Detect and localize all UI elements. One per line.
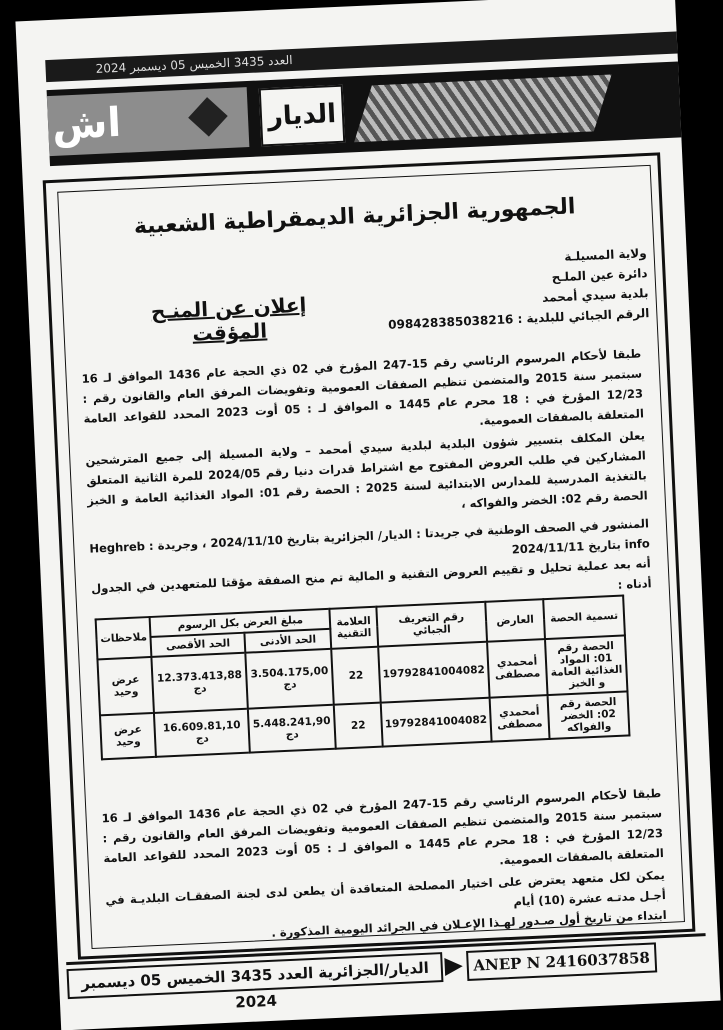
issuing-authority [387,243,650,333]
cell-max: 12.373.413,88 دج [152,653,248,713]
header-tax-id: رقم التعريف الجبائي [376,602,487,647]
header-weight: العلامة التقنية [330,607,378,649]
cell-max: 16.609.81,10 دج [154,709,250,757]
results-intro: أنه بعد عملية تحليل و تقييم العروض التقنية و المالية تم منح الصفقة مؤقتا للمتعهدين في الجدول أدناه : [90,556,652,596]
announcement-title: إعلان عن المنـح المؤقت [150,292,307,346]
cell-lot: الحصة رقم 02: الخضر والفواكه [548,691,630,739]
brand-partial: اش [47,87,250,156]
cell-notes: عرض وحيد [97,657,154,715]
header-bidder: العارض [485,599,545,642]
anep-number: ANEP N 2416037858 [466,942,657,981]
header-max: الحد الأقصى [151,633,245,657]
cell-min: 5.448.241,90 دج [248,705,336,753]
legal-basis-paragraph: طبقا لأحكام المرسوم الرئاسي رقم 15-247 المؤرخ في 02 ذي الحجة عام 1436 الموافق لـ 16 سبتمبر سنة 2015 والمتضمن تنظيم الصفقات العمومية وتفويضات المرفق العام والقانون رقم : 12/23 المؤرخ في : 18 محرم عام 1445 ه الموافق لـ : 05 أوت 2023 المحدد للقواعد العامة المتعلقة بالصفقات العمومية. [81,346,645,428]
header-notes: ملاحظات [96,617,152,659]
announcement-body-paragraph: يعلن المكلف بتسيير شؤون البلدية لبلدية سيدي أمحمد – ولاية المسيلة إلى جميع المترشحين المشاركين في طلب العروض المفتوح مع اشتراط قدرات دنيا رقم 2024/05 للمرة الثانية المتعلق بالتغذية المدرسية للمدارس الابتدائية لسنة 2025 : الحصة رقم 01: المواد الغذائية العامة و الخبز الحصة رقم 02: الخضر والفواكه ، [85,428,648,511]
appeal-deadline: ابتداء من تاريخ أول صـدور لهـذا الإعـلان في الجرائد اليومية المذكورة . [271,907,667,940]
cell-bidder: أمحمدي مصطفى [489,695,549,742]
commune-line: بلدية سيدي أمحمد [541,286,649,305]
fiscal-id-line: الرقم الجبائي للبلدية : 098428385038216 [387,306,650,332]
header-amount: مبلغ العرض بكل الرسوم [150,609,331,637]
daira-line: دائرة عين الملـح [551,266,648,285]
publication-paragraph: المنشور في الصحف الوطنية في جريدتا : الديار/ الجزائرية بتاريخ 2024/11/10 ، وجريدة : Heghreb info بتاريخ 2024/11/11 [89,516,651,557]
issue-line: العدد 3435 الخميس 05 ديسمبر 2024 [95,52,293,76]
cell-tax-id: 19792841004082 [381,698,492,747]
cell-lot: الحصة رقم 01: المواد الغذائية العامة و الخبز [545,635,627,695]
newspaper-logo: الديار [259,85,346,147]
cell-bidder: أمحمدي مصطفى [487,639,548,698]
header-lot: تسمية الحصة [543,596,625,640]
cell-tax-id: 19792841004082 [378,642,489,703]
arrow-icon [444,957,463,976]
cell-min: 3.504.175,00 دج [245,649,334,709]
banner-pattern [354,74,612,142]
appeal-paragraph: يمكن لكل متعهد يعترض على اختيار المصلحة المتعاقدة أن يطعن لدى لجنة الصفقـات البلديـة في أجـل مدتـه عشرة (10) أيام [105,867,667,909]
newspaper-date: الديار/الجزائرية العدد 3435 الخميس 05 ديسمبر 2024 [66,952,443,999]
cell-notes: عرض وحيد [100,713,156,759]
header-min: الحد الأدنى [244,629,331,653]
award-table [95,594,631,760]
wilaya-line: ولاية المسيلـة [563,246,647,264]
cell-weight: 22 [334,703,382,749]
republic-heading: الجمهورية الجزائرية الديمقراطية الشعبية [133,194,576,240]
legal-basis-repeat: طبقا لأحكام المرسوم الرئاسي رقم 15-247 المؤرخ في 02 ذي الحجة عام 1436 الموافق لـ 16 سبتمبر سنة 2015 والمتضمن تنظيم الصفقات العمومية وتفويضات المرفق العام والقانون رقم : 12/23 المؤرخ في : 18 محرم عام 1445 ه الموافق لـ : 05 أوت 2023 المحدد للقواعد العامة المتعلقة بالصفقات العمومية. [101,786,665,868]
newspaper-clipping [15,0,720,1030]
cell-weight: 22 [332,647,381,705]
